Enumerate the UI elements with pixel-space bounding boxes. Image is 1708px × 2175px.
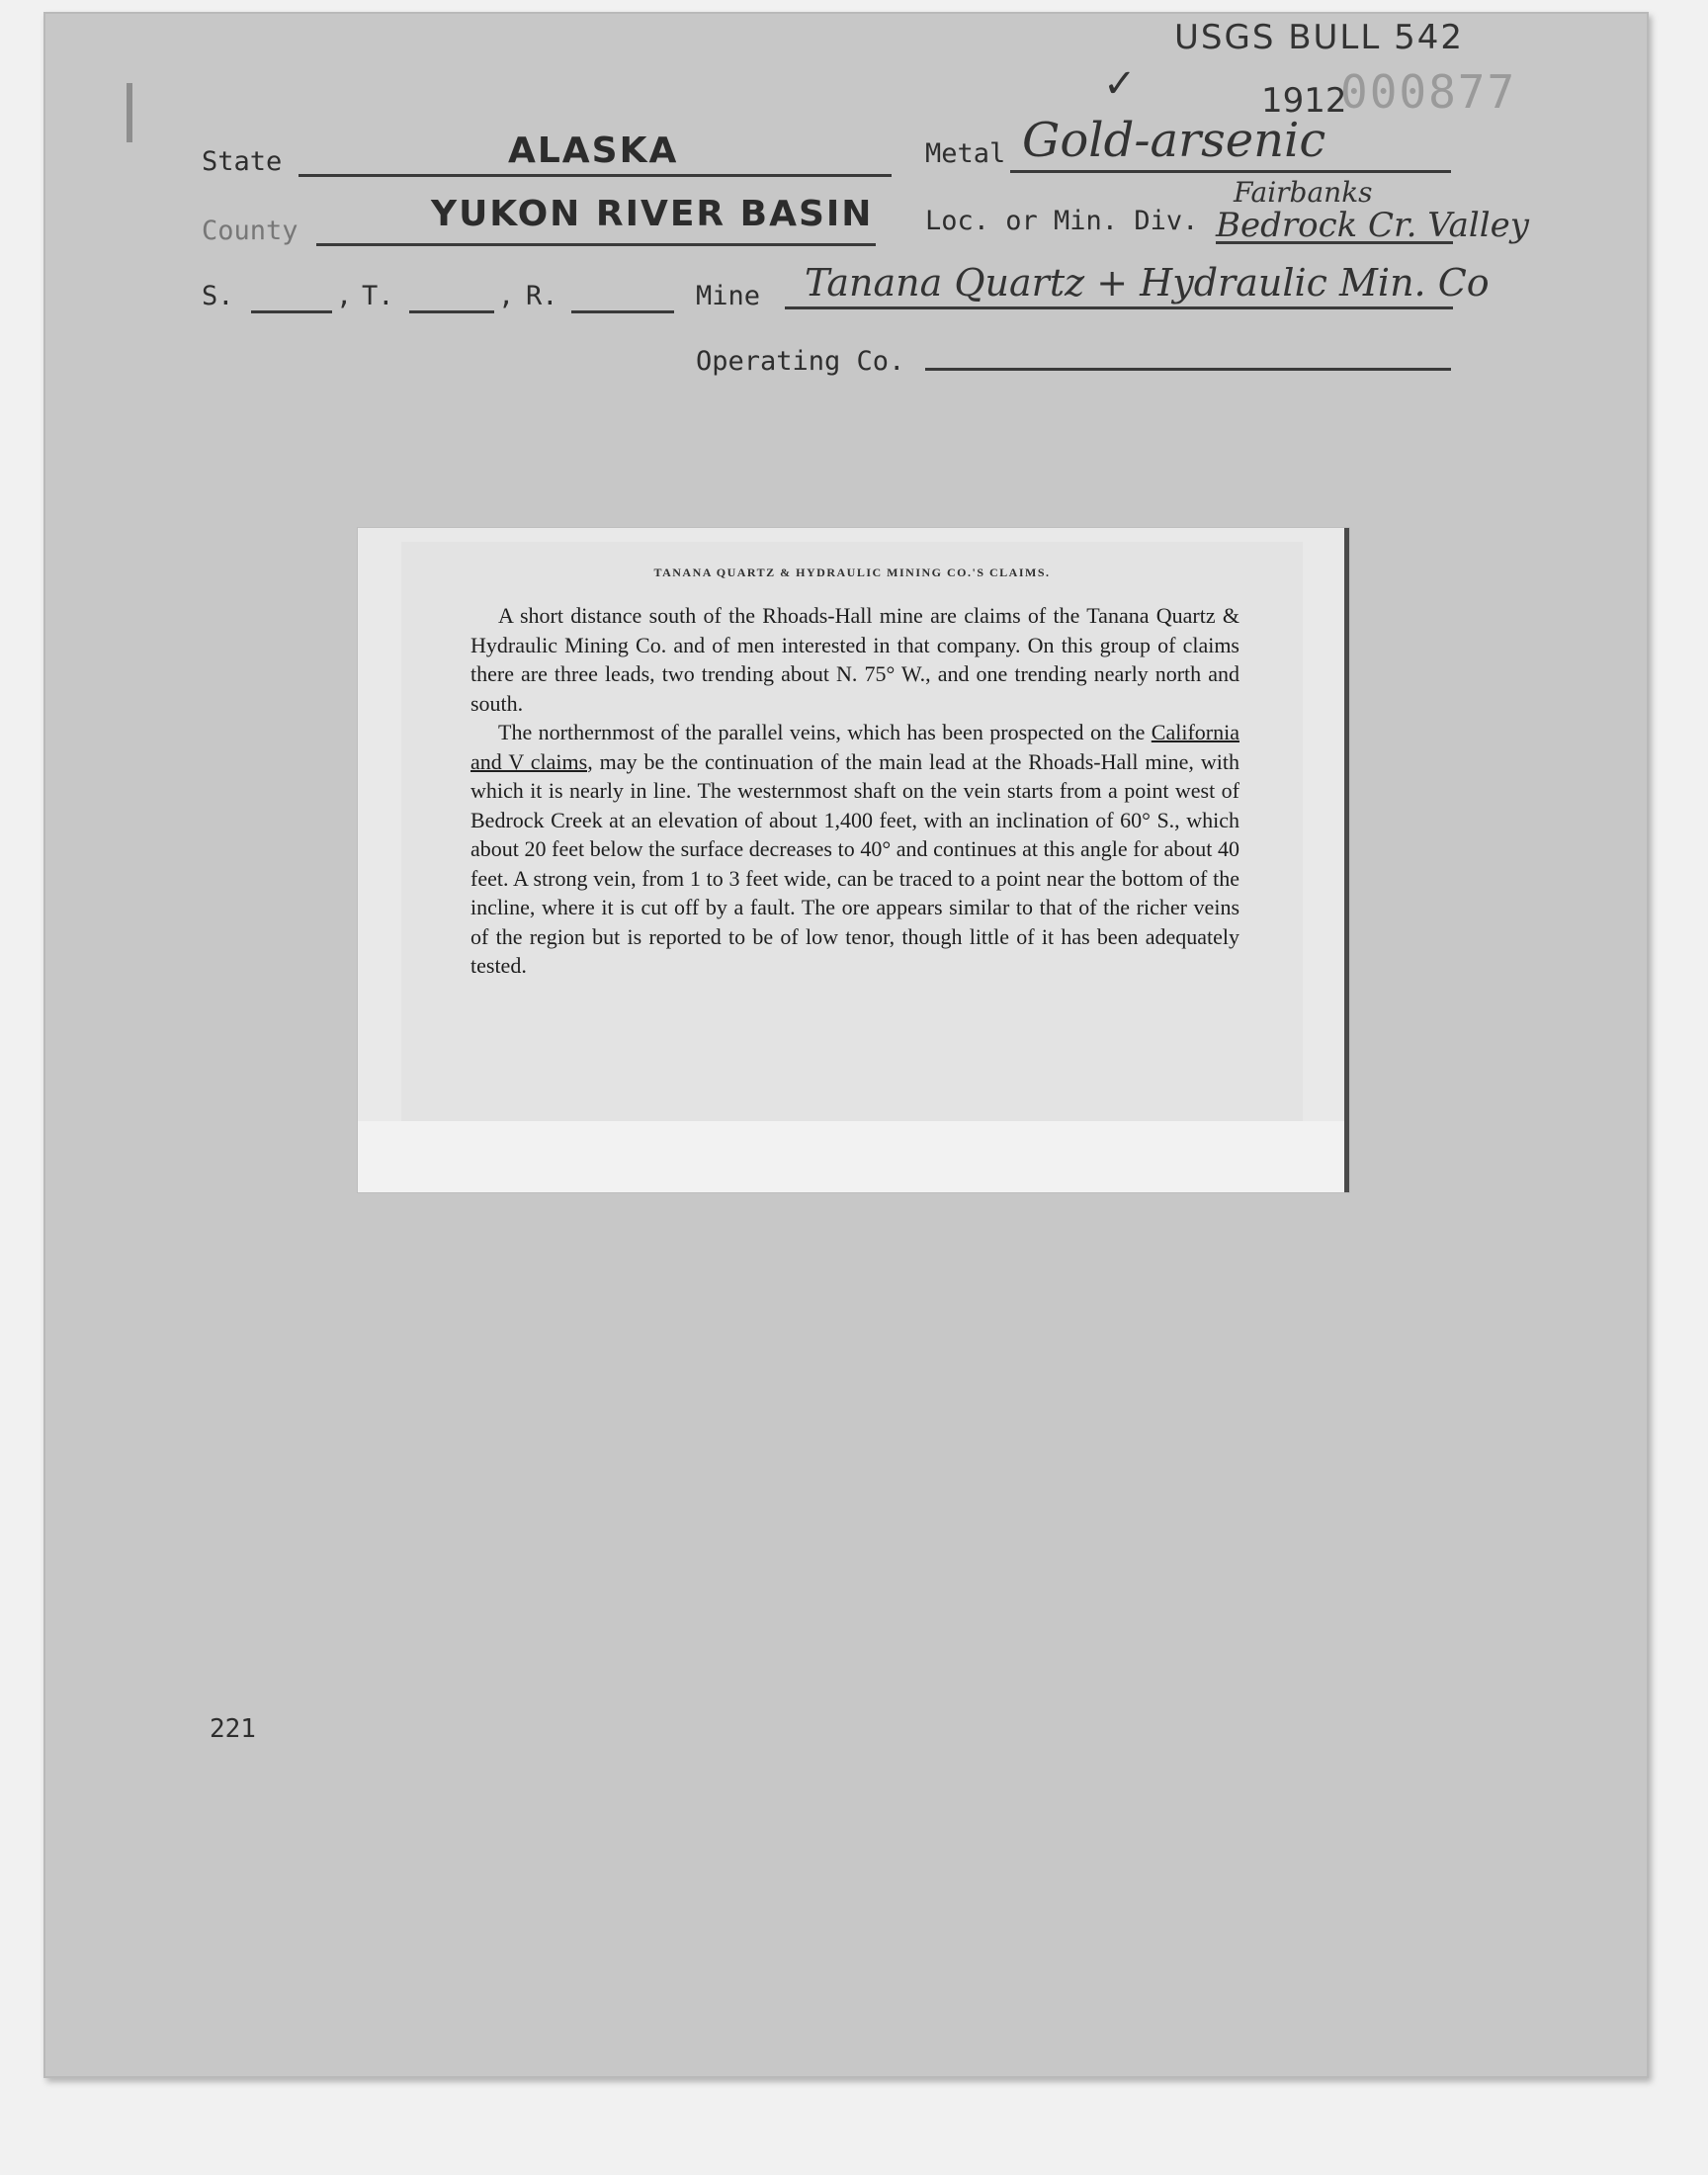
underlined-claims: California and V claims,: [470, 720, 1239, 774]
checkmark: ✓: [1103, 61, 1137, 107]
page-number: 221: [210, 1714, 256, 1744]
county-value: YUKON RIVER BASIN: [431, 194, 874, 234]
mine-label: Mine: [696, 281, 761, 311]
year: 1912: [1261, 81, 1347, 121]
county-line: [316, 243, 876, 246]
state-line: [299, 174, 892, 177]
loc-value: Bedrock Cr. Valley: [1216, 206, 1529, 245]
bulletin-clipping: [358, 528, 1349, 1192]
metal-line: [1010, 170, 1451, 173]
mine-value: Tanana Quartz + Hydraulic Min. Co: [805, 261, 1490, 304]
state-value: ALASKA: [508, 130, 679, 171]
serial-number: 000877: [1340, 65, 1517, 119]
township-line: [409, 310, 494, 313]
metal-value: Gold-arsenic: [1022, 113, 1326, 168]
metal-label: Metal: [925, 138, 1006, 169]
clipping-body: [470, 601, 1239, 981]
range-label: R.: [526, 281, 558, 311]
township-label: T.: [362, 281, 394, 311]
clipping-print-area: [401, 542, 1303, 1121]
clipping-paragraph-1: A short distance south of the Rhoads-Hall mine are claims of the Tanana Quartz & Hydraulic Mining Co. and of men interested in that company. On this group of claims there are three leads, two trending about N. 75° W., and one trending nearly north and south.: [470, 603, 1239, 716]
bulletin-reference: USGS BULL 542: [1174, 18, 1465, 57]
loc-value-top: Fairbanks: [1234, 176, 1373, 209]
loc-line: [1216, 241, 1453, 244]
loc-label: Loc. or Min. Div.: [925, 206, 1199, 236]
range-line: [571, 310, 674, 313]
mine-line: [785, 306, 1453, 309]
clipping-title: TANANA QUARTZ & HYDRAULIC MINING CO.'S CLAIMS.: [653, 566, 1051, 579]
operating-co-line: [925, 368, 1451, 371]
binding-mark: [127, 83, 132, 142]
state-label: State: [202, 146, 283, 177]
section-line: [251, 310, 332, 313]
county-label: County: [202, 216, 299, 246]
clipping-margin: [358, 1121, 1344, 1192]
operating-co-label: Operating Co.: [696, 346, 905, 377]
section-label: S.: [202, 281, 234, 311]
clipping-paragraph-2: The northernmost of the parallel veins, which has been prospected on the California and V claims, may be the continuation of the main lead at the Rhoads-Hall mine, with which it is nearly in line. The westernmost shaft on the vein starts from a point west of Bedrock Creek at an elevation of about 1,400 feet, with an inclination of 60° S., which about 20 feet below the surface decreases to 40° and continues at this angle for about 40 feet. A strong vein, from 1 to 3 feet wide, can be traced to a point near the bottom of the incline, where it is cut off by a fault. The ore appears similar to that of the richer veins of the region but is reported to be of low tenor, though little of it has been adequately tested.: [470, 720, 1239, 978]
document-card: USGS BULL 542 ✓ 1912 000877 State ALASKA Metal Gold-arsenic County YUKON RIVER BASIN Loc. or Min. Div. Fairbanks Bedrock Cr. Valley S. , T. , R. Mine Tanana Quartz + Hydraulic Min. Co Operating Co. 221: [43, 12, 1649, 2078]
